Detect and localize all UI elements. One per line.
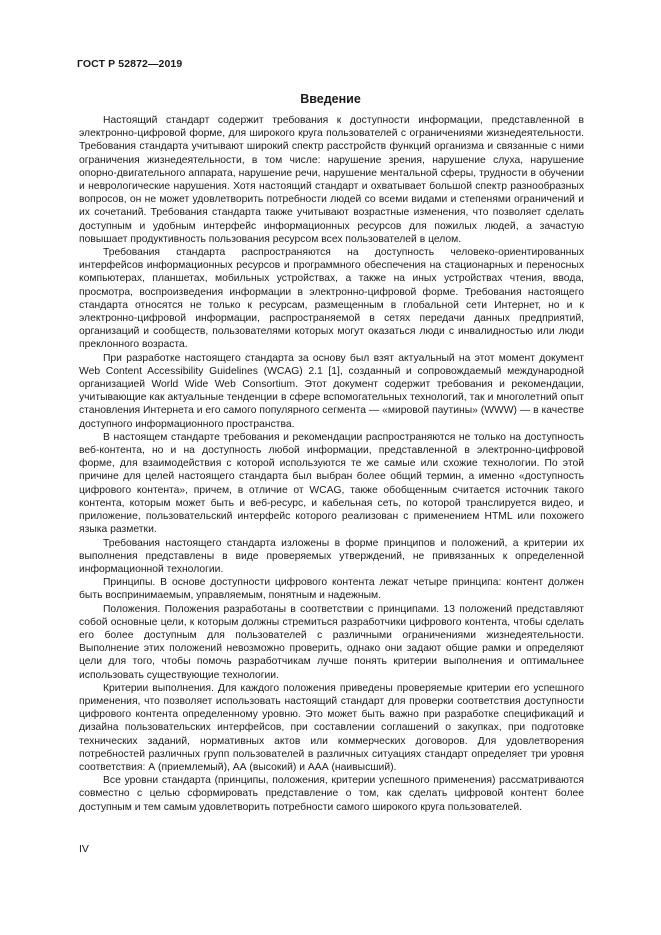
- paragraph-intro: Настоящий стандарт содержит требования к доступности информации, представленной в электронно-цифровой форме, для широкого круга пользователей с ограничениями жизнедеятельности. Требования стандарта учитывают широкий спектр расстройств функций организма и связанные с ними ограничения жизнедеятельности, в том числе: нарушение зрения, нарушение слуха, нарушение опорно-двигательного аппарата, нарушение речи, нарушение ментальной сферы, трудности в обучении и неврологические нарушения. Хотя настоящий стандарт и охватывает большой спектр разнообразных вопросов, он не может удовлетворить потребности людей со всеми видами и степенями ограничений и их сочетаний. Требования стандарта также учитывают возрастные изменения, что позволяет сделать доступным и удобным интерфейс информационных ресурсов для пожилых людей, а зачастую повышает продуктивность пользования ресурсом всех пользователей в целом.: [79, 115, 584, 245]
- paragraph-structure: Требования настоящего стандарта изложены в форме принципов и положений, а критерии их выполнения представлены в виде проверяемых утверждений, не привязанных к определенной информационной технологии.: [79, 537, 584, 575]
- body-text: [79, 114, 584, 814]
- paragraph-success-criteria: Критерии выполнения. Для каждого положения приведены проверяемые критерии его успешного применения, что позволяет использовать настоящий стандарт для проверки соответствия доступности цифрового контента определенному уровню. Это может быть важно при разработке спецификаций и дизайна пользовательских интерфейсов, при составлении соглашений о закупках, при подготовке технических заданий, нормативных актов или коммерческих договоров. Для удовлетворения потребностей различных групп пользователей в различных ситуациях стандарт определяет три уровня соответствия: А (приемлемый), АА (высокий) и ААА (наивысший).: [79, 682, 584, 773]
- paragraph-digital-content: В настоящем стандарте требования и рекомендации распространяются не только на доступность веб-контента, но и на доступность любой информации, представленной в электронно-цифровой форме, для взаимодействия с которой используются те же самые или схожие технологии. По этой причине для целей настоящего стандарта был выбран более общий термин, а именно «доступность цифрового контента», причем, в отличие от WCAG, также обобщенным считается источник такого контента, которым может быть и веб-ресурс, и кабельная сеть, по которой транслируется видео, и приложение, пользовательский интерфейс которого реализован с применением HTML или похожего языка разметки.: [79, 431, 584, 536]
- paragraph-conclusion: Все уровни стандарта (принципы, положения, критерии успешного применения) рассматриваются совместно с целью сформировать представление о том, как сделать цифровой контент более доступным и тем самым удовлетворить потребности самого широкого круга пользователей.: [79, 775, 584, 813]
- paragraph-wcag-basis: При разработке настоящего стандарта за основу был взят актуальный на этот момент документ Web Content Accessibility Guidelines (WCAG) 2.1 [1], созданный и сопровождаемый международной организацией World Wide Web Consortium. Этот документ содержит требования и рекомендации, учитывающие как актуальные тенденции в сфере вспомогательных технологий, так и многолетний опыт становления Интернета и его самого популярного сегмента — «мировой паутины» (WWW) — в качестве доступного информационного пространства.: [79, 352, 584, 430]
- paragraph-principles: Принципы. В основе доступности цифрового контента лежат четыре принципа: контент должен быть воспринимаемым, управляемым, понятным и надежным.: [79, 577, 584, 602]
- paragraph-scope: Требования стандарта распространяются на доступность человеко-ориентированных интерфейсов информационных ресурсов и программного обеспечения на стационарных и переносных компьютерах, планшетах, мобильных устройствах, а также на иных устройствах чтения, ввода, просмотра, воспроизведения информации в электронно-цифровой форме. Требования настоящего стандарта относятся не только к ресурсам, размещенным в глобальной сети Интернет, но и к электронно-цифровой информации, распространяемой в сетях передачи данных предприятий, организаций и сообществ, пользователями которых могут оказаться люди с инвалидностью или люди преклонного возраста.: [79, 247, 584, 351]
- document-code: ГОСТ Р 52872—2019: [77, 58, 183, 70]
- page-number: IV: [79, 843, 89, 855]
- paragraph-guidelines: Положения. Положения разработаны в соответствии с принципами. 13 положений представляют собой основные цели, к которым должны стремиться разработчики цифрового контента, чтобы сделать его более доступным для пользователей с различными ограничениями жизнедеятельности. Выполнение этих положений невозможно проверить, однако они задают общие рамки и определяют цели для того, чтобы помочь разработчикам лучше понять критерии выполнения и оптимальнее использовать существующие технологии.: [79, 603, 584, 681]
- section-title: Введение: [300, 92, 361, 106]
